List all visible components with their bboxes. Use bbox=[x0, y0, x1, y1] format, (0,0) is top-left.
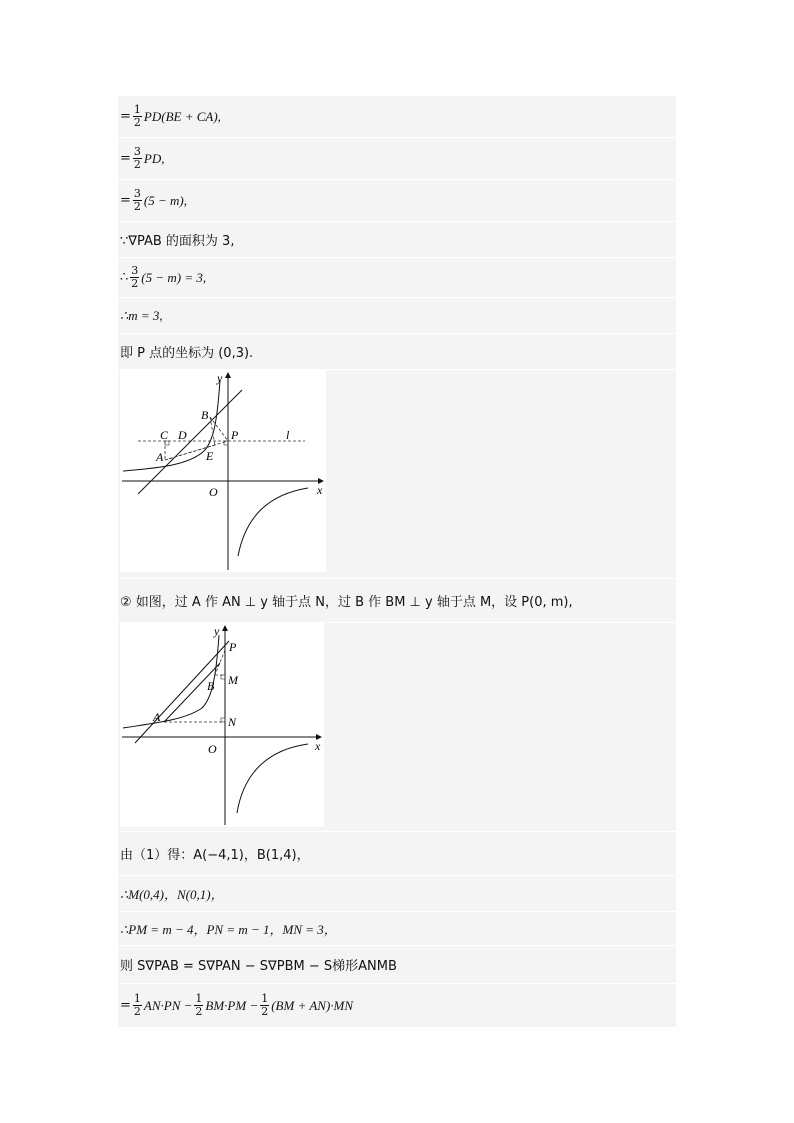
formula-line-lengths: ∴PM = m − 4，PN = m − 1，MN = 3， bbox=[118, 912, 676, 946]
line-l-label: l bbox=[286, 428, 290, 442]
origin-label: O bbox=[208, 742, 217, 756]
x-axis-label: x bbox=[317, 483, 323, 497]
formula-line-area-expansion: = $\frac{1}{2}$ AN·PN − $\frac{1}{2}$ BM·PM − $\frac{1}{2}$ (BM + AN)·MN bbox=[118, 984, 676, 1028]
point-p-label: P bbox=[229, 640, 237, 654]
formula-line-3: = $\frac{3}{2}$ (5 − m), bbox=[118, 180, 676, 222]
y-axis-label: y bbox=[214, 624, 220, 638]
fraction: $\frac{3}{2}$ bbox=[133, 187, 141, 213]
text-line-construction: ② 如图，过 A 作 AN ⊥ y 轴于点 N，过 B 作 BM ⊥ y 轴于点 M，设 P(0, m), bbox=[118, 579, 676, 623]
fraction: $\frac{1}{2}$ bbox=[133, 103, 141, 129]
x-axis-label: x bbox=[315, 739, 321, 753]
formula-line-2: = $\frac{3}{2}$ PD, bbox=[118, 138, 676, 180]
point-b-label: B bbox=[207, 679, 215, 693]
y-axis-label: y bbox=[217, 371, 223, 385]
fraction: $\frac{1}{2}$ bbox=[261, 992, 269, 1018]
solution-content bbox=[118, 96, 676, 1028]
figure-2-row bbox=[118, 623, 676, 832]
formula-line-mn: ∴M(0,4)，N(0,1)， bbox=[118, 876, 676, 912]
point-d-label: D bbox=[178, 428, 187, 442]
formula-line-1 bbox=[118, 96, 676, 138]
graph-figure-1 bbox=[120, 370, 326, 572]
text-line-coordinates: 由（1）得：A(−4,1)，B(1,4)， bbox=[118, 832, 676, 876]
fraction: $\frac{1}{2}$ bbox=[195, 992, 203, 1018]
text-line-4: ∵∇PAB 的面积为 3, bbox=[118, 222, 676, 258]
line-text: PD(BE + CA), bbox=[143, 108, 221, 124]
formula-line-5: ∴ $\frac{3}{2}$ (5 − m) = 3, bbox=[118, 258, 676, 298]
text-line-7: 即 P 点的坐标为 (0,3). bbox=[118, 334, 676, 370]
point-a-label: A bbox=[153, 710, 161, 724]
point-a-label: A bbox=[156, 450, 164, 464]
point-e-label: E bbox=[206, 449, 214, 463]
line-prefix: = bbox=[120, 109, 131, 124]
point-b-label: B bbox=[201, 408, 209, 422]
point-c-label: C bbox=[160, 428, 169, 442]
origin-label: O bbox=[209, 485, 218, 499]
fraction: $\frac{3}{2}$ bbox=[131, 264, 139, 290]
graph-figure-2 bbox=[120, 623, 324, 827]
point-p-label: P bbox=[231, 428, 239, 442]
figure-1-row bbox=[118, 370, 676, 579]
fraction: $\frac{1}{2}$ bbox=[133, 992, 141, 1018]
point-m-label: M bbox=[228, 673, 238, 687]
formula-line-6: ∴m = 3, bbox=[118, 298, 676, 334]
point-n-label: N bbox=[228, 715, 237, 729]
formula-line-area: 则 S∇PAB = S∇PAN − S∇PBM − S梯形ANMB bbox=[118, 946, 676, 984]
fraction: $\frac{3}{2}$ bbox=[133, 145, 141, 171]
